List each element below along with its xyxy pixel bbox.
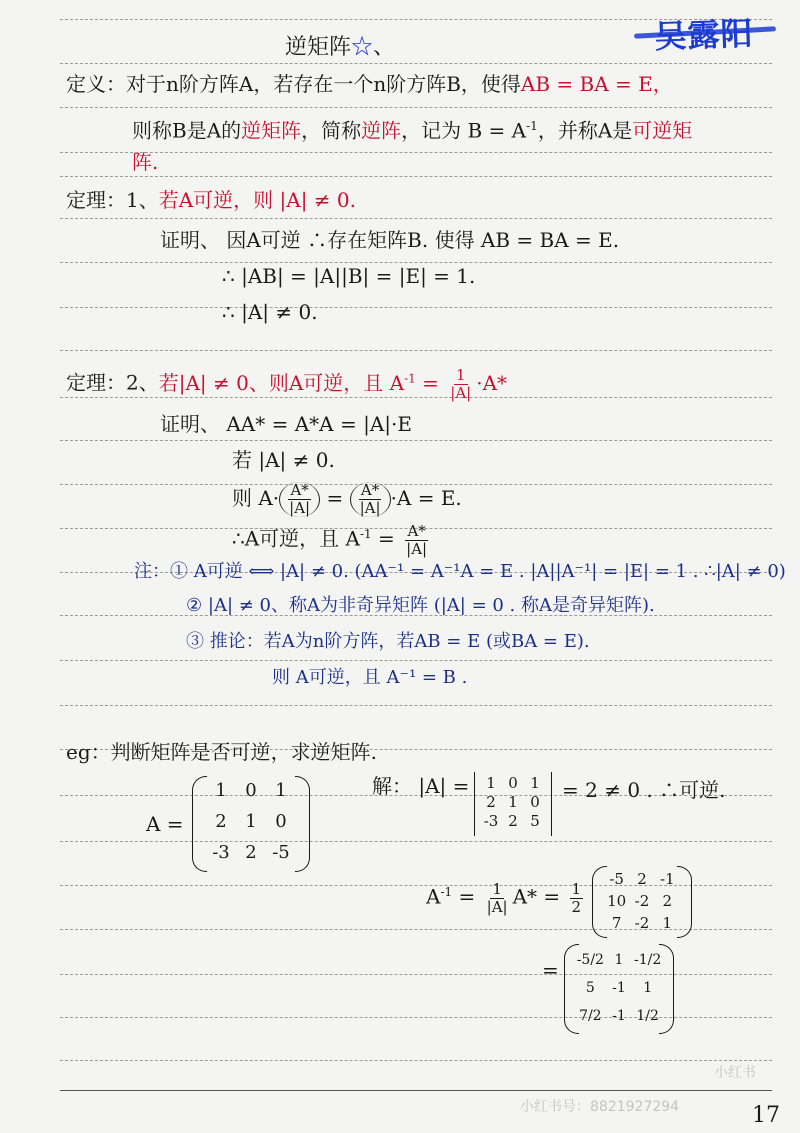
note-3-conclusion: 则 A可逆，且 A⁻¹ = B .: [272, 667, 468, 688]
matrix-cell: -1/2: [634, 952, 662, 968]
matrix-cell: 2: [245, 842, 257, 863]
theorem-1-proof-2: ∴ |AB| = |A||B| = |E| = 1.: [222, 264, 476, 288]
matrix-cell: 10: [607, 892, 627, 910]
matrix-cell: -3: [212, 842, 230, 863]
star-icon: ☆: [351, 35, 374, 60]
watermark-id: 小红书号：8821927294: [520, 1099, 680, 1115]
matrix-cell: 1: [643, 980, 653, 996]
matrix-cell: -5/2: [576, 952, 604, 968]
page-number: 17: [752, 1103, 780, 1128]
matrix-cell: 2: [662, 892, 673, 910]
matrix-cell: 7: [611, 914, 622, 932]
note-1: 注：① A可逆 ⟺ |A| ≠ 0. (AA⁻¹ = A⁻¹A = E . |A||A⁻¹| = |E| = 1 . ∴|A| ≠ 0): [134, 561, 786, 582]
matrix-cell: -5: [272, 842, 290, 863]
matrix-cell: 5: [585, 980, 595, 996]
adjugate-matrix: [592, 866, 692, 938]
page-title: 逆矩阵☆、: [285, 35, 396, 60]
matrix-cell: 0: [508, 774, 518, 792]
matrix-cell: 2: [637, 870, 647, 888]
matrix-a: [192, 776, 310, 872]
matrix-cell: 1/2: [636, 1008, 659, 1024]
matrix-cell: 2: [508, 812, 518, 830]
matrix-cell: 7/2: [579, 1008, 602, 1024]
matrix-cell: 1: [486, 774, 496, 792]
matrix-cell: -1: [612, 1008, 626, 1024]
inverse-formula: $A^{-1}$ = $\frac{1}{|A|}$ A* = $\frac{1}{2}$: [426, 879, 582, 916]
matrix-cell: -1: [660, 870, 675, 888]
theorem-2-proof-2: 若 |A| ≠ 0.: [232, 448, 335, 472]
matrix-cell: 0: [530, 793, 540, 811]
final-equals: =: [542, 958, 559, 982]
matrix-cell: 0: [275, 811, 287, 832]
matrix-cell: 1: [508, 793, 518, 811]
theorem-2-statement: 定理：2、若|A| ≠ 0、则A可逆，且 $A^{-1}$ = $\frac{1}{|A|}$ ·A*: [66, 365, 508, 402]
note-3: ③ 推论：若A为n阶方阵，若AB = E (或BA = E).: [186, 631, 590, 652]
matrix-cell: 1: [215, 780, 227, 801]
matrix-cell: 1: [662, 914, 673, 932]
example-task: eg：判断矩阵是否可逆，求逆矩阵.: [66, 740, 377, 764]
theorem-2-proof-3: 则 A· $\frac{A*}{|A|}$ = $\frac{A*}{|A|}$ ·A = E.: [232, 481, 462, 517]
theorem-1-proof-1: 证明、 因A可逆 ∴存在矩阵B. 使得 AB = BA = E.: [160, 228, 620, 252]
solution-det-label: 解： |A| =: [372, 774, 470, 798]
matrix-a-label: A =: [146, 812, 184, 836]
matrix-cell: 0: [245, 780, 257, 801]
theorem-2-proof-1: 证明、 AA* = A*A = |A|·E: [160, 412, 412, 436]
theorem-1-proof-3: ∴ |A| ≠ 0.: [222, 300, 318, 324]
matrix-cell: 1: [614, 952, 624, 968]
watermark-brand: 小红书: [714, 1065, 756, 1081]
matrix-cell: 1: [530, 774, 540, 792]
matrix-cell: -3: [483, 812, 499, 830]
theorem-1-statement: 定理：1、若A可逆，则 |A| ≠ 0.: [66, 188, 357, 212]
matrix-cell: -5: [609, 870, 624, 888]
matrix-cell: 1: [245, 811, 257, 832]
matrix-cell: -1: [612, 980, 626, 996]
matrix-cell: 2: [215, 811, 227, 832]
note-2: ② |A| ≠ 0、称A为非奇异矩阵 (|A| = 0 . 称A是奇异矩阵).: [186, 595, 655, 616]
inverse-matrix-result: [564, 944, 674, 1034]
matrix-cell: 2: [486, 793, 496, 811]
matrix-cell: -2: [634, 892, 650, 910]
determinant-a: [474, 772, 552, 836]
matrix-cell: 5: [530, 812, 540, 830]
matrix-cell: 1: [275, 780, 287, 801]
theorem-2-proof-4: ∴A可逆，且 $A^{-1}$ = $\frac{A*}{|A|}$: [232, 521, 428, 558]
author-signature: 吴露阳: [653, 14, 755, 56]
matrix-cell: -2: [634, 914, 650, 932]
definition-line-3: 阵.: [132, 150, 159, 174]
determinant-result: = 2 ≠ 0 . ∴可逆.: [562, 778, 726, 802]
definition-line-1: 定义：对于n阶方阵A，若存在一个n阶方阵B，使得AB = BA = E，: [66, 72, 673, 96]
definition-line-2: 则称B是A的逆矩阵，简称逆阵，记为 $B = A^{-1}$，并称A是可逆矩: [132, 118, 693, 143]
